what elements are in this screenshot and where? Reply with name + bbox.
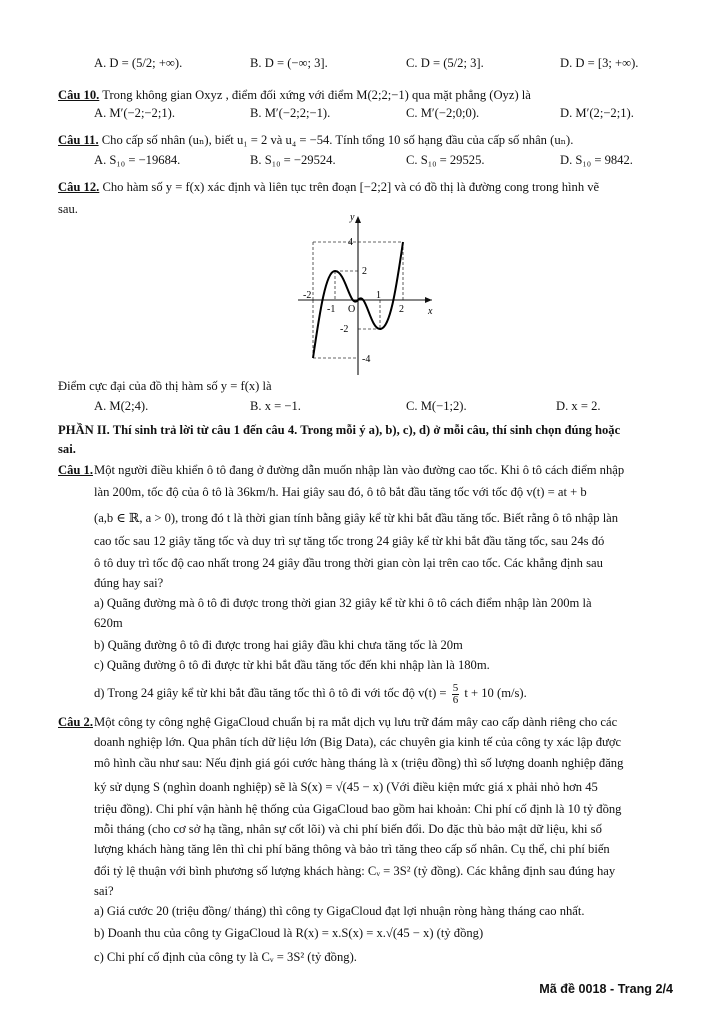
p2q2-label: Câu 2. [58, 715, 93, 729]
q10-text: Trong không gian Oxyz , điểm đối xứng với điểm M(2;2;−1) qua mặt phẳng (Oyz) là [102, 88, 531, 102]
q12-option-c: C. M(−1;2). [406, 399, 467, 413]
q12-stem [58, 178, 674, 196]
p2q1-text-2: làn 200m, tốc độ của ô tô là 36km/h. Hai giây sau đó, ô tô bắt đầu tăng tốc với tốc độ v(t) = at + b [94, 485, 587, 499]
p2q1-statement-c: c) Quãng đường ô tô đi được từ khi bắt đầu tăng tốc đến khi nhập làn là 180m. [94, 658, 490, 672]
p2q2-text-9: sai? [94, 884, 114, 898]
tick-label-2: 2 [362, 266, 367, 277]
tick-label-y-neg2: -2 [340, 324, 349, 335]
tick-label-x-neg2: -2 [303, 290, 312, 301]
tick-label-neg1: -1 [327, 304, 336, 315]
q12-option-a: A. M(2;4). [94, 399, 149, 413]
p2q1-text-4: cao tốc sau 12 giây tăng tốc và duy trì sự tăng tốc trong 24 giây kể từ khi bắt đầu tăng tốc, sau 24s đó [94, 534, 605, 548]
y-axis-label: y [350, 212, 355, 223]
p2q2-text-3: mô hình cầu như sau: Nếu định giá gói cước hàng tháng là x (triệu đồng) thì số lượng doanh nghiệp đăng [94, 756, 624, 770]
tick-label-x2: 2 [399, 304, 404, 315]
q9-option-c: C. D = (5/2; 3]. [406, 56, 484, 70]
q9-option-a: A. D = (5/2; +∞). [94, 56, 183, 70]
p2q2-text-4: ký sử dụng S (nghìn doanh nghiệp) sẽ là S(x) = √(45 − x) (Với điều kiện mức giá x phải nhỏ hơn 45 [94, 780, 598, 794]
p2q2-text-1: Một công ty công nghệ GigaCloud chuẩn bị ra mắt dịch vụ lưu trữ đám mây cao cấp dành riêng cho các [94, 715, 618, 729]
p2q2-text-8: đổi tỷ lệ thuận với bình phương số lượng khách hàng: Cᵥ = 3S² (tỷ đồng). Các khẳng định sau đúng hay [94, 864, 616, 878]
y-axis-arrow [355, 216, 361, 223]
fraction-numerator: 5 [452, 681, 459, 694]
p2q1-statement-a: a) Quãng đường mà ô tô đi được trong thời gian 32 giây kể từ khi ô tô cách điểm nhập làn 200m là [94, 596, 592, 610]
q11-option-d: D. S₁₀ = 9842. [560, 153, 633, 167]
tick-label-origin: O [348, 304, 356, 315]
p2q1-statement-a-continued: 620m [94, 616, 123, 630]
tick-label-4: 4 [348, 237, 353, 248]
q10-option-a: A. M′(−2;−2;1). [94, 106, 175, 120]
q12-stem-continued: sau. [58, 202, 78, 216]
x-axis-label: x [428, 306, 433, 317]
q10-option-d: D. M′(2;−2;1). [560, 106, 634, 120]
fraction-denominator: 6 [452, 693, 459, 706]
p2q2-statement-a: a) Giá cước 20 (triệu đồng/ tháng) thì công ty GigaCloud đạt lợi nhuận ròng hàng tháng cao nhất. [94, 904, 585, 918]
p2q1-text-1: Một người điều khiển ô tô đang ở đường dẫn muốn nhập làn vào đường cao tốc. Khi ô tô cách điểm nhập [94, 463, 625, 477]
p2q2-text-6: mỗi tháng (cho cơ sở hạ tầng, nhân sự cốt lõi) và chi phí biến đổi. Do đặc thù bảo mật dữ liệu, khi số [94, 822, 602, 836]
q10-option-b: B. M′(−2;2;−1). [250, 106, 331, 120]
p2q1-statement-b: b) Quãng đường ô tô đi được trong hai giây đầu khi chưa tăng tốc là 20m [94, 638, 463, 652]
part2-title: PHẦN II. Thí sinh trả lời từ câu 1 đến câu 4. Trong mỗi ý a), b), c), d) ở mỗi câu, thí sinh chọn đúng hoặc [58, 423, 621, 437]
q10-option-c: C. M′(−2;0;0). [406, 106, 480, 120]
q9-option-b: B. D = (−∞; 3]. [250, 56, 328, 70]
p2q1-statement-d [94, 680, 674, 706]
p2q2-text-5: triệu đồng). Chi phí vận hành hệ thống của GigaCloud bao gồm hai khoản: Chi phí cố định là 10 tỷ đồng [94, 802, 622, 816]
p2q1-line1 [58, 461, 674, 479]
q12-label: Câu 12. [58, 180, 100, 194]
q11-option-c: C. S₁₀ = 29525. [406, 153, 485, 167]
q10-label: Câu 10. [58, 88, 100, 102]
p2q1-text-6: đúng hay sai? [94, 576, 164, 590]
p2q1-d-text: d) Trong 24 giây kể từ khi bắt đầu tăng tốc thì ô tô đi với tốc độ v(t) = [94, 686, 447, 700]
p2q2-statement-b: b) Doanh thu của công ty GigaCloud là R(x) = x.S(x) = x.√(45 − x) (tỷ đồng) [94, 926, 484, 940]
p2q1-d-text-end: t + 10 (m/s). [464, 686, 527, 700]
p2q1-label: Câu 1. [58, 463, 93, 477]
q11-stem [58, 131, 674, 149]
x-axis-arrow [425, 297, 432, 303]
p2q2-text-7: lượng khách hàng tăng lên thì chi phí băng thông và bảo trì tăng theo cấp số nhân. Cụ thể, chi phí biến [94, 842, 610, 856]
tick-label-neg4: -4 [362, 354, 371, 365]
p2q1-text-5: ô tô duy trì tốc độ cao nhất trong 24 giây đầu trong thời gian còn lại trên cao tốc. Các khẳng định sau [94, 556, 603, 570]
q12-option-d: D. x = 2. [556, 399, 601, 413]
page-footer: Mã đề 0018 - Trang 2/4 [539, 982, 673, 996]
p2q2-text-2: doanh nghiệp lớn. Qua phân tích dữ liệu lớn (Big Data), các chuyên gia kinh tế của công ty xác lập được [94, 735, 622, 749]
q9-option-d: D. D = [3; +∞). [560, 56, 639, 70]
q12-option-b: B. x = −1. [250, 399, 301, 413]
p2q2-line1 [58, 713, 674, 731]
p2q1-d-fraction [452, 683, 460, 706]
p2q1-text-3: (a,b ∈ ℝ, a > 0), trong đó t là thời gian tính bằng giây kể từ khi bắt đầu tăng tốc. Biết rằng ô tô nhập làn [94, 511, 619, 525]
q11-text: Cho cấp số nhân (uₙ), biết u₁ = 2 và u₄ = −54. Tính tổng 10 số hạng đầu của cấp số nhân (uₙ). [101, 133, 574, 147]
part2-title-continued: sai. [58, 442, 76, 456]
q11-option-b: B. S₁₀ = −29524. [250, 153, 336, 167]
p2q2-statement-c: c) Chi phí cố định của công ty là Cᵥ = 3S² (tỷ đồng). [94, 950, 357, 964]
q12-question: Điểm cực đại của đồ thị hàm số y = f(x) là [58, 379, 272, 393]
q11-option-a: A. S₁₀ = −19684. [94, 153, 181, 167]
q10-stem [58, 86, 674, 104]
q12-text: Cho hàm số y = f(x) xác định và liên tục trên đoạn [−2;2] và có đồ thị là đường cong trong hình vẽ [102, 180, 600, 194]
q12-function-graph [290, 210, 440, 380]
tick-label-1: 1 [376, 290, 381, 301]
q11-label: Câu 11. [58, 133, 99, 147]
